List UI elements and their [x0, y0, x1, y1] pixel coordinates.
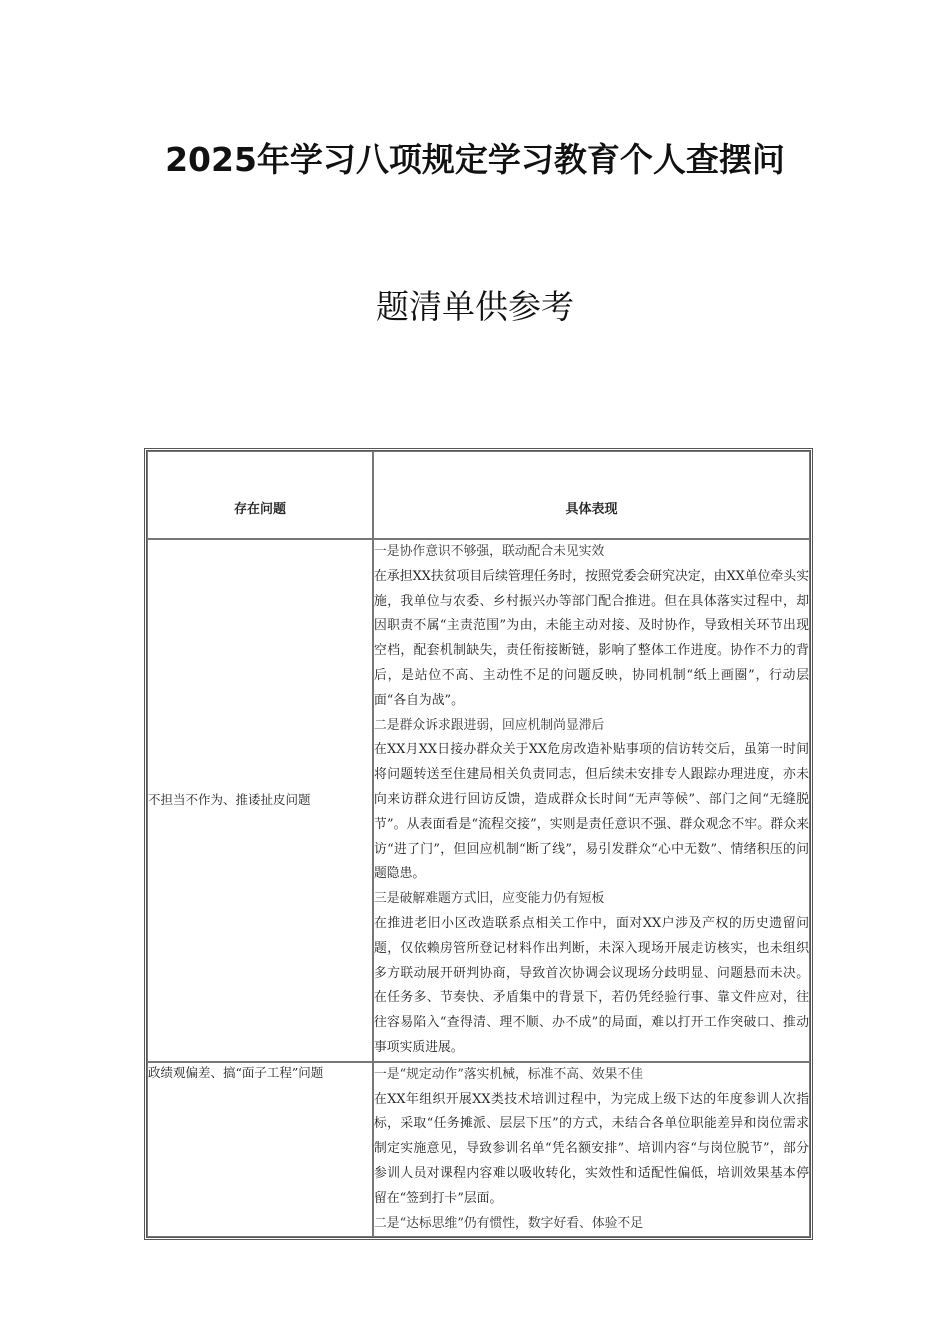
detail-heading: 二是“达标思维”仍有惯性，数字好看、体验不足 — [374, 1215, 644, 1231]
header-problem: 存在问题 — [147, 451, 373, 539]
details-cell — [373, 1062, 810, 1238]
table-header-row — [147, 451, 810, 539]
header-details: 具体表现 — [373, 451, 810, 539]
detail-paragraph: 在XX月XX日接办群众关于XX危房改造补贴事项的信访转交后，虽第一时间将问题转送至住建局相关负责同志，但后续未安排专人跟踪办理进度，亦未向来访群众进行回访反馈，造成群众长时间“无声等候”、部门之间“无缝脱节”。从表面看是“流程交接”，实则是责任意识不强、群众观念不牢。群众来访“进了门”，但回应机制“断了线”，易引发群众“心中无数”、情绪积压的问题隐患。 — [374, 742, 809, 882]
detail-heading: 一是协作意识不够强，联动配合未见实效 — [374, 544, 605, 559]
details-cell — [373, 539, 810, 1062]
table-row — [147, 539, 810, 1062]
detail-paragraph: 在承担XX扶贫项目后续管理任务时，按照党委会研究决定，由XX单位牵头实施，我单位与农委、乡村振兴办等部门配合推进。但在具体落实过程中，却因职责不属“主责范围”为由，未能主动对接、及时协作，导致相关环节出现空档，配套机制缺失，责任衔接断链，影响了整体工作进度。协作不力的背后，是站位不高、主动性不足的问题反映，协同机制“纸上画圈”，行动层面“各自为战”。 — [374, 568, 809, 708]
issues-table — [144, 448, 813, 1240]
detail-heading: 一是“规定动作”落实机械，标准不高、效果不佳 — [374, 1066, 644, 1082]
detail-paragraph: 在XX年组织开展XX类技术培训过程中，为完成上级下达的年度参训人次指标，采取“任务摊派、层层下压”的方式，未结合各单位职能差异和岗位需求制定实施意见，导致参训名单“凭名额安排”、培训内容“与岗位脱节”，部分参训人员对课程内容难以吸收转化，实效性和适配性偏低，培训效果基本停留在“签到打卡”层面。 — [374, 1091, 809, 1206]
detail-paragraph: 在推进老旧小区改造联系点相关工作中，面对XX户涉及产权的历史遗留问题，仅依赖房管所登记材料作出判断，未深入现场开展走访核实，也未组织多方联动展开研判协商，导致首次协调会议现场分歧明显、问题悬而未决。在任务多、节奏快、矛盾集中的背景下，若仍凭经验行事、靠文件应对，往往容易陷入“查得清、理不顺、办不成”的局面，难以打开工作突破口、推动事项实质进展。 — [374, 915, 809, 1055]
table-row — [147, 1062, 810, 1238]
detail-heading: 二是群众诉求跟进弱，回应机制尚显滞后 — [374, 717, 605, 733]
document-title-line-2: 题清单供参考 — [376, 287, 574, 326]
problem-cell: 政绩观偏差、搞“面子工程”问题 — [147, 1062, 373, 1238]
document-title-line-1: 2025年学习八项规定学习教育个人查摆问 — [165, 140, 785, 179]
problem-cell: 不担当不作为、推诿扯皮问题 — [147, 539, 373, 1062]
detail-heading: 三是破解难题方式旧，应变能力仍有短板 — [374, 891, 605, 907]
